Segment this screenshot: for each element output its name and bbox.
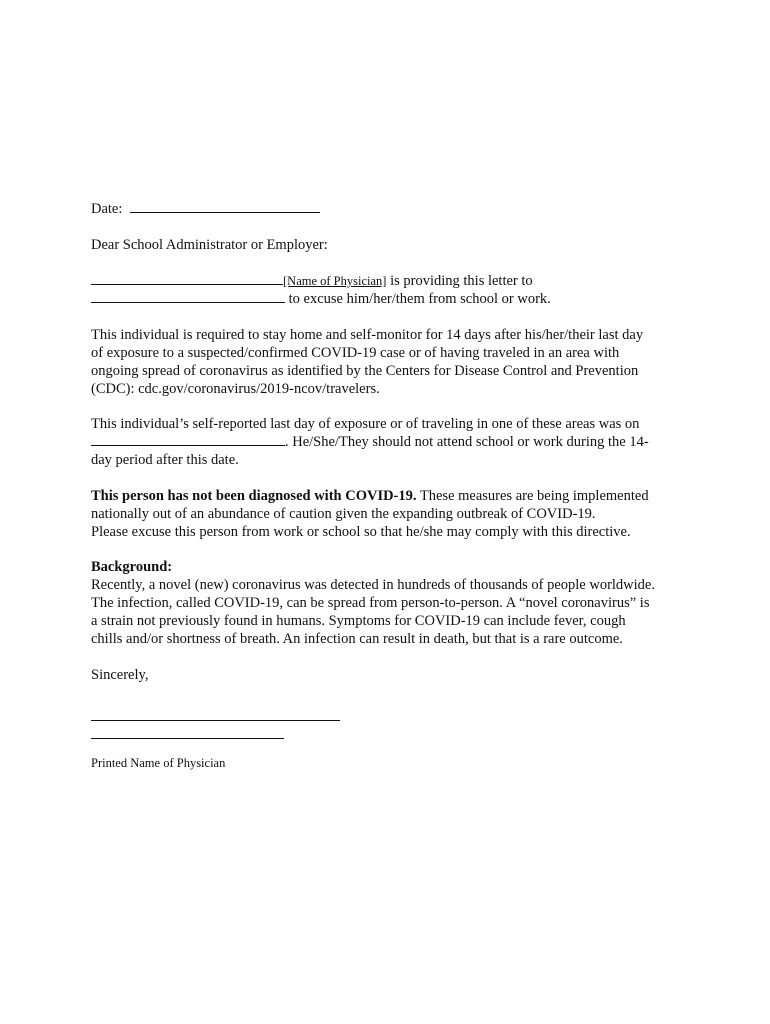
para2-line: This individual’s self-reported last day of exposure or of traveling in one of these areas was on [91, 416, 640, 432]
para2-line [91, 433, 649, 451]
salutation: Dear School Administrator or Employer: [91, 237, 328, 253]
signature-line [91, 720, 340, 721]
background-line: a strain not previously found in humans. Symptoms for COVID-19 can include fever, cough [91, 613, 626, 629]
date-blank [130, 200, 320, 213]
para3-line: nationally out of an abundance of caution given the expanding outbreak of COVID-19. [91, 506, 596, 522]
exposure-date-blank [91, 433, 285, 446]
para2-line-text: . He/She/They should not attend school or work during the 14- [285, 434, 649, 450]
background-line: chills and/or shortness of breath. An infection can result in death, but that is a rare outcome. [91, 631, 623, 647]
para1-line: of exposure to a suspected/confirmed COVID-19 case or of having traveled in an area with [91, 345, 620, 361]
printed-name-line [91, 738, 284, 739]
para2-line: day period after this date. [91, 452, 239, 468]
intro-line-1 [91, 272, 533, 290]
not-diagnosed-statement: This person has not been diagnosed with COVID-19. [91, 488, 417, 504]
para1-line: ongoing spread of coronavirus as identified by the Centers for Disease Control and Prevention [91, 363, 639, 379]
closing: Sincerely, [91, 667, 149, 683]
para3-line-text: These measures are being implemented [416, 488, 649, 504]
para3-line: Please excuse this person from work or school so that he/she may comply with this directive. [91, 524, 631, 540]
intro-line-2 [91, 290, 551, 308]
patient-name-blank [91, 290, 285, 303]
intro-line-1-text: is providing this letter to [386, 273, 533, 289]
intro-line-2-text: to excuse him/her/them from school or work. [285, 291, 551, 307]
date-label: Date: [91, 201, 123, 217]
printed-name-label: Printed Name of Physician [91, 756, 226, 770]
para1-line: This individual is required to stay home and self-monitor for 14 days after his/her/their last day [91, 327, 644, 343]
background-heading: Background: [91, 559, 173, 575]
date-line [91, 200, 320, 218]
para1-line: (CDC): cdc.gov/coronavirus/2019-ncov/travelers. [91, 381, 380, 397]
background-line: Recently, a novel (new) coronavirus was detected in hundreds of thousands of people worldwide. [91, 577, 655, 593]
physician-blank [91, 272, 283, 285]
para3-line [91, 487, 649, 505]
background-line: The infection, called COVID-19, can be spread from person-to-person. A “novel coronavirus” is [91, 595, 650, 611]
physician-placeholder: [Name of Physician] [283, 274, 387, 288]
